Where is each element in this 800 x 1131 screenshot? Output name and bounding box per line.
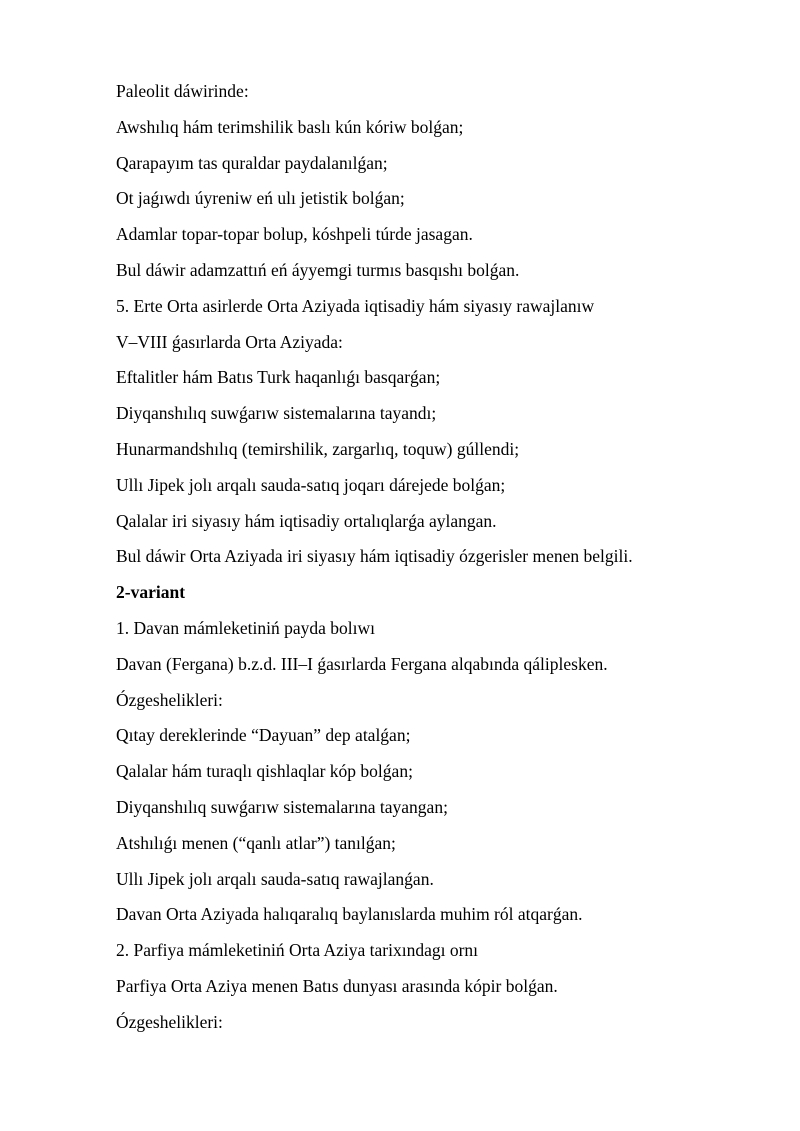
text-line: Awshılıq hám terimshilik baslı kún kóriw bolǵan; (116, 116, 464, 137)
document-body (116, 74, 716, 1041)
text-line: Bul dáwir adamzattıń eń áyyemgi turmıs basqıshı bolǵan. (116, 259, 520, 280)
document-page (116, 74, 716, 1041)
text-line: Qarapayım tas quraldar paydalanılǵan; (116, 152, 388, 173)
text-line: Qalalar hám turaqlı qishlaqlar kóp bolǵan; (116, 761, 413, 782)
text-line: Ullı Jipek jolı arqalı sauda-satıq joqarı dárejede bolǵan; (116, 474, 506, 495)
text-line: Diyqanshılıq suwǵarıw sistemalarına tayangan; (116, 796, 448, 817)
text-line: V–VIII ǵasırlarda Orta Aziyada: (116, 331, 343, 352)
text-line: Diyqanshılıq suwǵarıw sistemalarına tayandı; (116, 403, 437, 424)
text-line: Ot jaǵıwdı úyreniw eń ulı jetistik bolǵan; (116, 188, 405, 209)
text-line: Atshılıǵı menen (“qanlı atlar”) tanılǵan; (116, 832, 396, 853)
text-line: 1. Davan mámleketiniń payda bolıwı (116, 617, 376, 638)
text-line: Hunarmandshılıq (temirshilik, zargarlıq, toquw) gúllendi; (116, 438, 520, 459)
text-line: Eftalitler hám Batıs Turk haqanlıǵı basqarǵan; (116, 367, 441, 388)
text-line: Ózgeshelikleri: (116, 1011, 223, 1032)
text-line: 5. Erte Orta asirlerde Orta Aziyada iqtisadiy hám siyasıy rawajlanıw (116, 295, 595, 316)
section-heading: 2-variant (116, 582, 186, 603)
text-line: Ullı Jipek jolı arqalı sauda-satıq rawajlanǵan. (116, 868, 434, 889)
text-line: Parfiya Orta Aziya menen Batıs dunyası arasında kópir bolǵan. (116, 975, 558, 996)
text-line: Qıtay dereklerinde “Dayuan” dep atalǵan; (116, 725, 411, 746)
text-line: Qalalar iri siyasıy hám iqtisadiy ortalıqlarǵa aylangan. (116, 510, 497, 531)
text-line: Bul dáwir Orta Aziyada iri siyasıy hám iqtisadiy ózgerisler menen belgili. (116, 546, 633, 567)
text-line: Paleolit dáwirinde: (116, 81, 249, 101)
text-line: Ózgeshelikleri: (116, 689, 223, 710)
text-line: Davan Orta Aziyada halıqaralıq baylanıslarda muhim ról atqarǵan. (116, 904, 583, 925)
text-line: 2. Parfiya mámleketiniń Orta Aziya tarixındagı ornı (116, 940, 479, 961)
text-line: Adamlar topar-topar bolup, kóshpeli túrde jasagan. (116, 224, 473, 245)
text-line: Davan (Fergana) b.z.d. III–I ǵasırlarda Fergana alqabında qáliplesken. (116, 653, 608, 674)
